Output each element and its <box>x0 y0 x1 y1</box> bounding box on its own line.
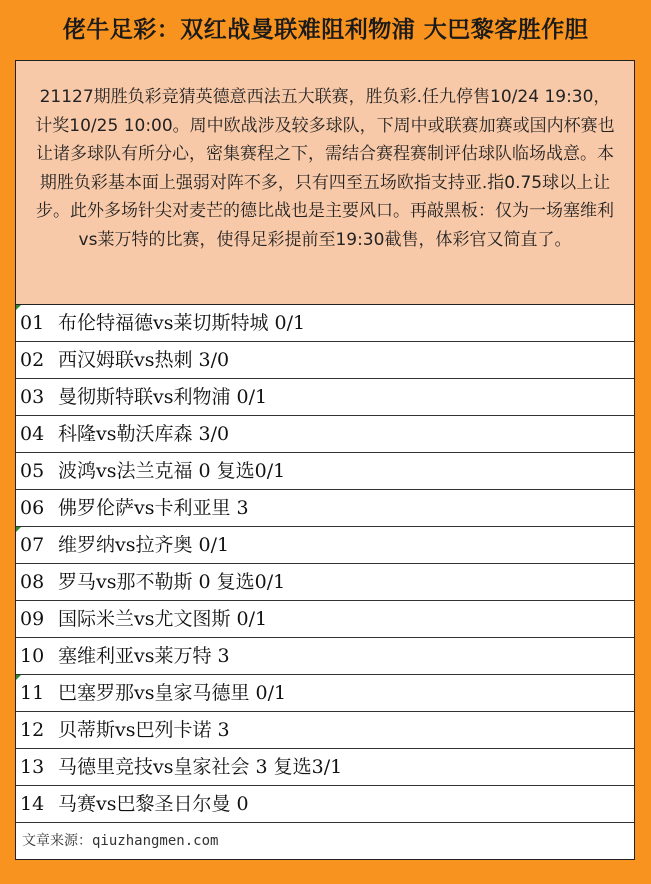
match-number: 11 <box>20 682 45 704</box>
intro-paragraph: 21127期胜负彩竞猜英德意西法五大联赛，胜负彩.任九停售10/24 19:30，计奖10/25 10:00。周中欧战涉及较多球队，下周中或联赛加赛或国内杯赛也让诸多球队有所分心，密集赛程之下，需结合赛程赛制评估球队临场战意。本期胜负彩基本面上强弱对阵不多，只有四至五场欧指支持亚.指0.75球以上让步。此外多场针尖对麦芒的德比战也是主要风口。再敲黑板：仅为一场塞维利vs莱万特的比赛，使得足彩提前至19:30截售，体彩官又简直了。 <box>16 61 634 305</box>
match-prediction: 曼彻斯特联vs利物浦 0/1 <box>58 386 268 408</box>
match-number: 04 <box>20 423 45 445</box>
match-number: 03 <box>20 386 45 408</box>
match-number: 08 <box>20 571 45 593</box>
match-list <box>16 305 634 823</box>
list-item <box>16 638 634 675</box>
source-link[interactable]: 文章来源：qiuzhangmen.com <box>22 833 219 849</box>
match-prediction: 巴塞罗那vs皇家马德里 0/1 <box>58 682 287 704</box>
match-number: 07 <box>20 534 45 556</box>
list-item <box>16 601 634 638</box>
page-title: 佬牛足彩：双红战曼联难阻利物浦 大巴黎客胜作胆 <box>62 17 589 43</box>
list-item <box>16 416 634 453</box>
match-number: 01 <box>20 312 45 334</box>
list-item <box>16 453 634 490</box>
list-item <box>16 675 634 712</box>
match-prediction: 维罗纳vs拉齐奥 0/1 <box>58 534 230 556</box>
match-number: 06 <box>20 497 45 519</box>
match-prediction: 贝蒂斯vs巴列卡诺 3 <box>58 719 230 741</box>
list-item <box>16 749 634 786</box>
match-prediction: 西汉姆联vs热刺 3/0 <box>58 349 230 371</box>
match-number: 09 <box>20 608 45 630</box>
list-item <box>16 712 634 749</box>
list-item <box>16 786 634 823</box>
match-prediction: 罗马vs那不勒斯 0 复选0/1 <box>58 571 286 593</box>
match-prediction: 马德里竞技vs皇家社会 3 复选3/1 <box>58 756 343 778</box>
match-prediction: 科隆vs勒沃库森 3/0 <box>58 423 230 445</box>
match-number: 10 <box>20 645 45 667</box>
list-item <box>16 305 634 342</box>
match-prediction: 佛罗伦萨vs卡利亚里 3 <box>58 497 249 519</box>
match-number: 14 <box>20 793 45 815</box>
match-number: 05 <box>20 460 45 482</box>
match-prediction: 波鸿vs法兰克福 0 复选0/1 <box>58 460 286 482</box>
list-item <box>16 527 634 564</box>
content-frame <box>15 60 635 860</box>
list-item <box>16 379 634 416</box>
list-item <box>16 342 634 379</box>
list-item <box>16 490 634 527</box>
match-prediction: 塞维利亚vs莱万特 3 <box>58 645 230 667</box>
list-item <box>16 564 634 601</box>
match-number: 13 <box>20 756 45 778</box>
match-prediction: 布伦特福德vs莱切斯特城 0/1 <box>58 312 306 334</box>
match-number: 12 <box>20 719 45 741</box>
match-number: 02 <box>20 349 45 371</box>
match-prediction: 马赛vs巴黎圣日尔曼 0 <box>58 793 249 815</box>
match-prediction: 国际米兰vs尤文图斯 0/1 <box>58 608 268 630</box>
